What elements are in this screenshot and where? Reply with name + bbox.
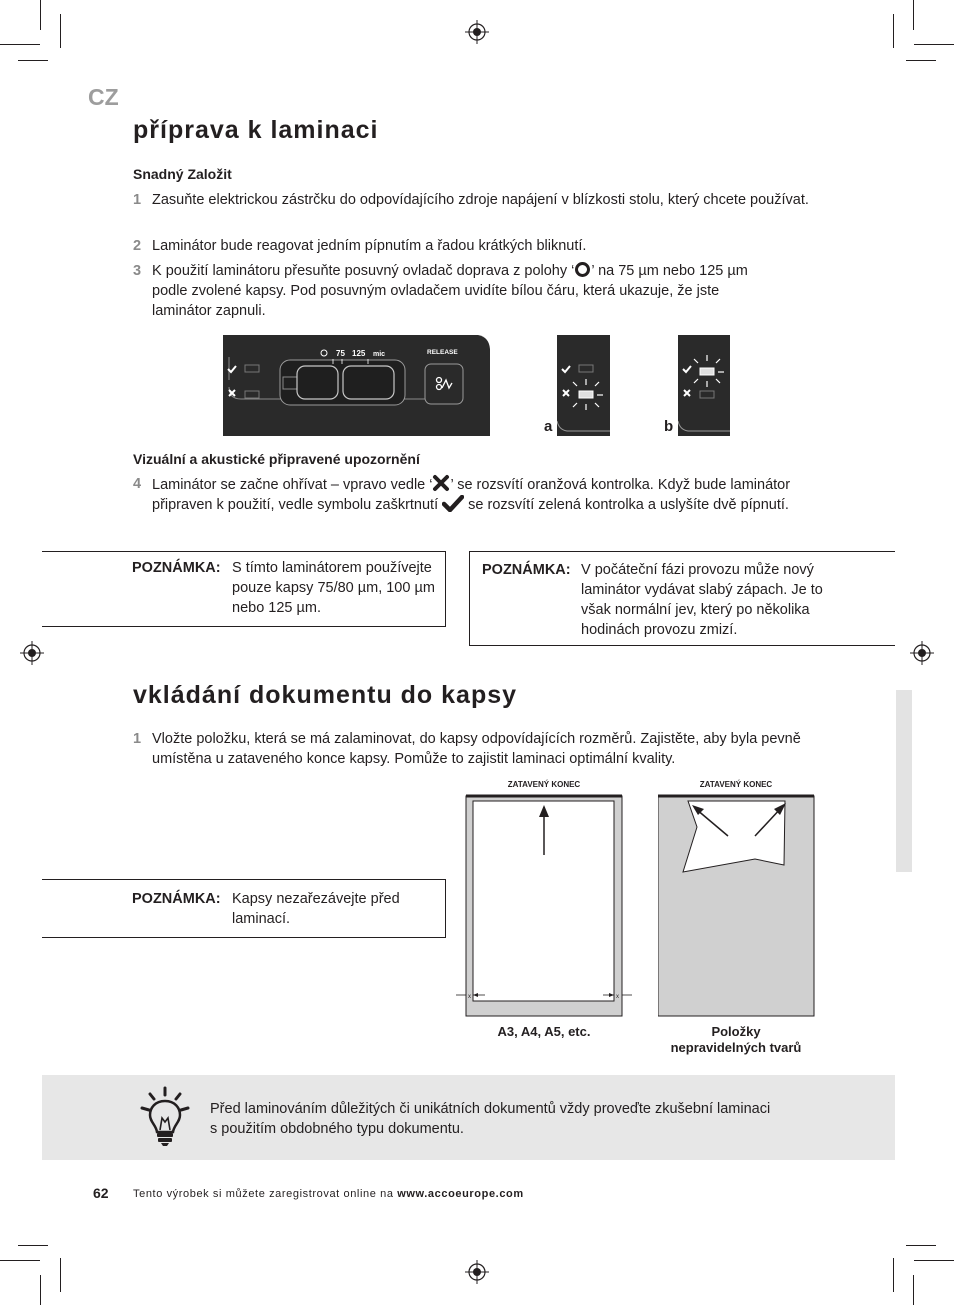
- step-text: K použití laminátoru přesuňte posuvný ovladač doprava z polohy ‘: [152, 263, 575, 279]
- caption-line: nepravidelných tvarů: [670, 1040, 802, 1055]
- note-box-no-trimming: [42, 879, 446, 938]
- crop-mark: [893, 14, 894, 48]
- footer-label: Tento výrobek si můžete zaregistrovat online na: [133, 1188, 398, 1200]
- sealed-end-label: ZATAVENÝ KONEC: [507, 780, 581, 789]
- tip-line: s použitím obdobného typu dokumentu.: [210, 1121, 464, 1137]
- step-text: ’ se rozsvítí oranžová kontrolka. Když bude laminátor připraven k použití, vedle symbolu zaškrtnutí: [152, 477, 791, 513]
- pouch-irregular-illustration: [658, 793, 815, 1018]
- crop-mark: [914, 1260, 954, 1261]
- step-3: [133, 261, 773, 321]
- subheading-easy-setup: Snadný Založit: [133, 166, 232, 182]
- power-off-icon: [574, 262, 591, 277]
- note-text: V počáteční fázi provozu může nový laminátor vydávat slabý zápach. Je to však normální jev, který po několika hodinách provozu zmizí.: [581, 562, 823, 638]
- step-text: se rozsvítí zelená kontrolka a uslyšíte dvě pípnutí.: [464, 497, 789, 513]
- caption-line: Položky: [711, 1024, 761, 1039]
- side-tab: [896, 690, 912, 872]
- control-panel-illustration: [223, 335, 491, 436]
- note-label: POZNÁMKA:: [482, 562, 571, 578]
- pouch-irregular-caption: [646, 1024, 826, 1056]
- crop-mark: [0, 44, 40, 45]
- check-icon: [442, 495, 464, 512]
- indicator-detail-b: [678, 335, 730, 436]
- subheading-ready-alert: Vizuální a akustické připravené upozornění: [133, 451, 420, 467]
- pouch-standard-illustration: [456, 793, 632, 1018]
- indicator-detail-a: [557, 335, 610, 436]
- label-a: a: [544, 418, 553, 435]
- step-insert-1: [133, 729, 823, 769]
- pouch-standard-caption: A3, A4, A5, etc.: [497, 1024, 591, 1039]
- registration-mark-icon: [465, 1260, 489, 1284]
- section-title-preparation: příprava k laminaci: [133, 116, 379, 144]
- step-4: [133, 474, 823, 515]
- tip-box: [42, 1075, 895, 1160]
- step-number: 1: [133, 731, 142, 747]
- note-label: POZNÁMKA:: [132, 891, 221, 907]
- step-text: ’ na 75 µm nebo 125 µm podle zvolené kapsy. Pod posuvným ovladačem uvidíte bílou čáru, která ukazuje, že jste laminátor zapnuli.: [152, 263, 748, 319]
- speed-label-75: 75: [336, 349, 345, 358]
- registration-mark-icon: [465, 20, 489, 44]
- registration-mark-icon: [910, 641, 934, 665]
- tip-line: Před laminováním důležitých či unikátních dokumentů vždy proveďte zkušební laminaci: [210, 1101, 771, 1117]
- margin-mark-right: x: [616, 994, 619, 1000]
- release-label: RELEASE: [427, 349, 458, 356]
- step-text: Laminátor se začne ohřívat – vpravo vedle ‘: [152, 477, 433, 493]
- crop-mark: [40, 1275, 41, 1305]
- crop-mark: [913, 1275, 914, 1305]
- step-text: Vložte položku, která se má zalaminovat, do kapsy odpovídajících rozměrů. Zajistěte, aby byla pevně umístěna u zataveného konce kapsy. Pomůže to zajistit laminaci optimální kvality.: [152, 731, 801, 767]
- crop-mark: [18, 60, 48, 61]
- step-text: Zasuňte elektrickou zástrčku do odpovídajícího zdroje napájení v blízkosti stolu, který chcete používat.: [152, 192, 809, 208]
- tip-text: [210, 1099, 870, 1139]
- step-2: [133, 236, 823, 256]
- registration-mark-icon: [20, 641, 44, 665]
- crop-mark: [60, 1258, 61, 1292]
- page-number: 62: [93, 1185, 109, 1201]
- crop-mark: [906, 60, 936, 61]
- note-text: S tímto laminátorem používejte pouze kapsy 75/80 µm, 100 µm nebo 125 µm.: [232, 560, 435, 616]
- section-title-inserting: vkládání dokumentu do kapsy: [133, 681, 518, 709]
- step-number: 4: [133, 476, 142, 492]
- note-box-pouch-sizes: [42, 551, 446, 627]
- crop-mark: [913, 0, 914, 30]
- step-1: [133, 190, 823, 210]
- sealed-end-label: ZATAVENÝ KONEC: [699, 780, 773, 789]
- step-text: Laminátor bude reagovat jedním pípnutím a řadou krátkých bliknutí.: [152, 238, 587, 254]
- step-number: 2: [133, 238, 142, 254]
- margin-mark-left: x: [468, 994, 471, 1000]
- crop-mark: [40, 0, 41, 30]
- note-text: Kapsy nezařezávejte před laminací.: [232, 891, 400, 927]
- unit-label: mic: [373, 351, 386, 358]
- label-b: b: [664, 418, 674, 435]
- step-number: 3: [133, 263, 142, 279]
- crop-mark: [893, 1258, 894, 1292]
- note-box-smell: [469, 551, 895, 646]
- crop-mark: [0, 1260, 40, 1261]
- language-code: CZ: [88, 84, 119, 110]
- lightbulb-icon: [139, 1086, 191, 1148]
- crop-mark: [906, 1245, 936, 1246]
- footer-url-link[interactable]: www.accoeurope.com: [397, 1188, 524, 1200]
- note-label: POZNÁMKA:: [132, 560, 221, 576]
- cross-icon: [432, 474, 450, 492]
- footer-text: [133, 1188, 524, 1200]
- crop-mark: [60, 14, 61, 48]
- speed-label-125: 125: [352, 349, 366, 358]
- crop-mark: [914, 44, 954, 45]
- crop-mark: [18, 1245, 48, 1246]
- step-number: 1: [133, 192, 142, 208]
